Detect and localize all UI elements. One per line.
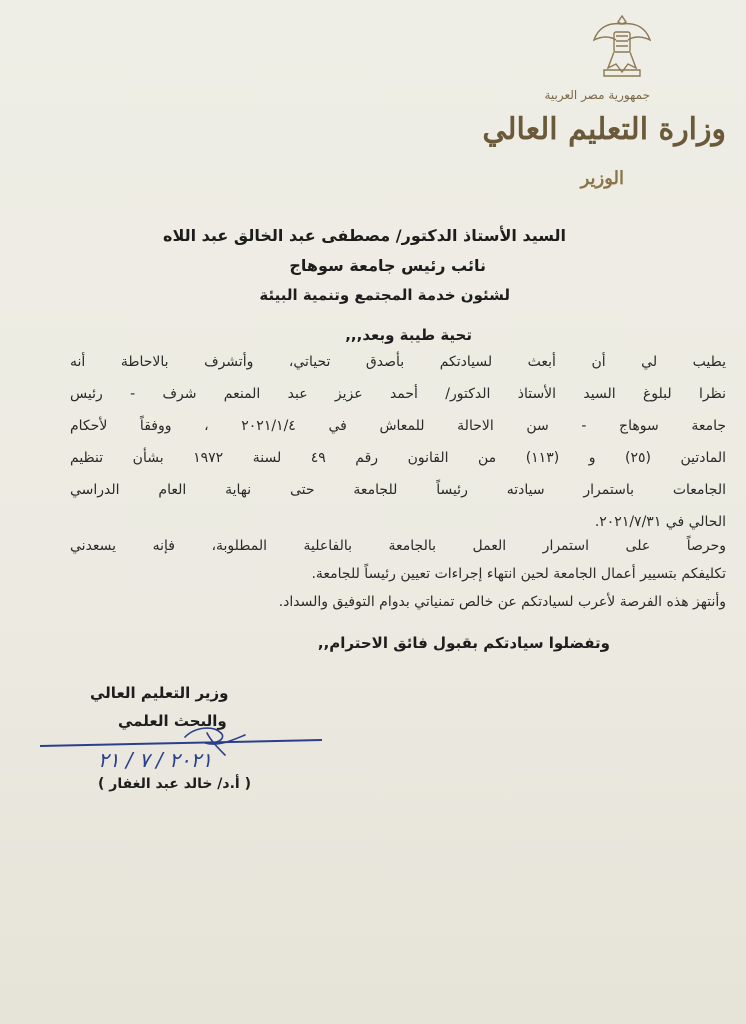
body-line-8: تكليفكم بتسيير أعمال الجامعة لحين انتهاء إجراءات تعيين رئيساً للجامعة. [311, 566, 726, 582]
body-line-4: المادتين (٢٥) و (١١٣) من القانون رقم ٤٩ لسنة ١٩٧٢ بشأن تنظيم [70, 450, 726, 466]
body-line-3: جامعة سوهاج - سن الاحالة للمعاش في ٢٠٢١/١/٤ ، ووفقاً لأحكام [70, 418, 727, 434]
body-line-9: وأنتهز هذه الفرصة لأعرب لسيادتكم عن خالص تمنياتي بدوام التوفيق والسداد. [278, 594, 726, 610]
letterhead-country: جمهورية مصر العربية [544, 88, 650, 102]
body-line-5: الجامعات باستمرار سيادته رئيساً للجامعة حتى نهاية العام الدراسي [70, 482, 726, 498]
greeting: تحية طيبة وبعد,,, [345, 326, 472, 344]
letterhead-office: الوزير [580, 168, 624, 189]
body-line-6: الحالي في ٢٠٢١/٧/٣١. [594, 514, 726, 530]
body-line-7: وحرصاً على استمرار العمل بالجامعة بالفاعلية المطلوبة، فإنه يسعدني [70, 538, 726, 554]
letterhead-ministry: وزارة التعليم العالي [482, 112, 726, 147]
signer-name: ( أ.د/ خالد عبد الغفار ) [98, 776, 251, 792]
recipient-name: السيد الأستاذ الدكتور/ مصطفى عبد الخالق عبد اللاه [163, 226, 566, 245]
eagle-emblem-icon [590, 10, 654, 80]
signature-date: ٢٠٢١ / ٧ / ٢١ [98, 748, 213, 772]
recipient-department: لشئون خدمة المجتمع وتنمية البيئة [259, 286, 510, 304]
recipient-position: نائب رئيس جامعة سوهاج [289, 256, 486, 275]
body-line-1: يطيب لي أن أبعث لسيادتكم بأصدق تحياتي، وأتشرف بالاحاطة أنه [70, 354, 726, 370]
signer-title-1: وزير التعليم العالي [90, 684, 229, 702]
body-line-2: نظرا لبلوغ السيد الأستاذ الدكتور/ أحمد عزيز عبد المنعم شرف - رئيس [70, 386, 726, 402]
signer-title-2: والبحث العلمي [118, 712, 227, 730]
closing: وتفضلوا سيادتكم بقبول فائق الاحترام,, [317, 634, 610, 652]
